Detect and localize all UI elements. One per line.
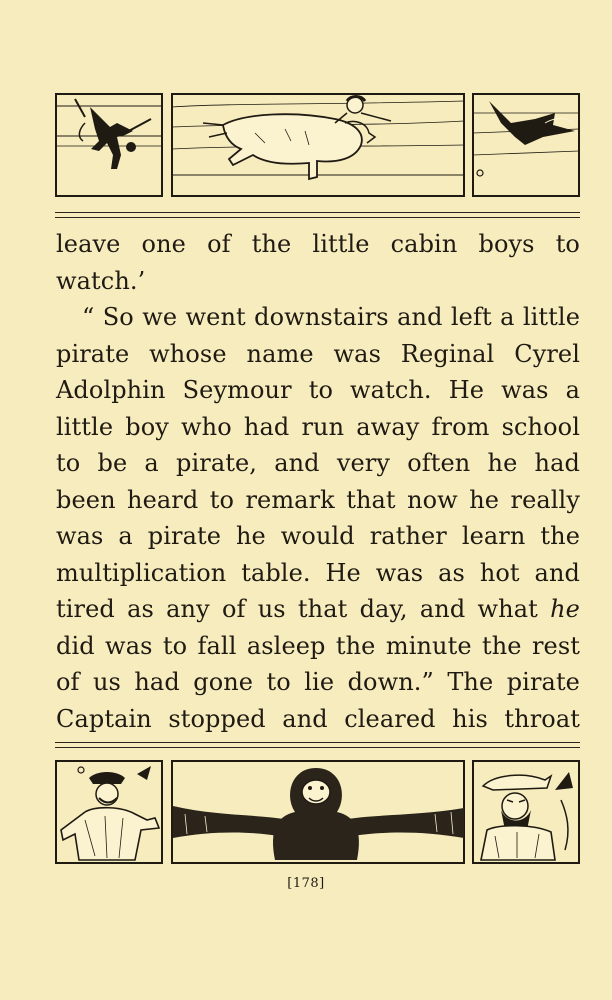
text-line-8: been heard to remark that now he really	[56, 485, 580, 514]
illustration-pirate-right	[473, 761, 579, 863]
illustration-monkey	[172, 761, 464, 863]
emphasis-he: he	[550, 595, 580, 623]
text-line-13: of us had gone to lie down.” The pirate	[56, 668, 580, 696]
text-line-1: leave one of the little cabin boys to	[56, 230, 580, 258]
text-line-14: Captain stopped and cleared his throat	[56, 704, 580, 733]
illustration-pirate-left	[56, 761, 162, 863]
top-illustration-band	[55, 93, 580, 197]
illustration-bird	[473, 94, 579, 196]
bottom-illustration-band	[55, 760, 580, 864]
text-line-2: watch.’	[56, 266, 146, 295]
page-number: [178]	[287, 876, 325, 891]
text-line-9: was a pirate he would rather learn the	[56, 522, 580, 550]
text-line-11	[56, 591, 580, 628]
text-line-6: little boy who had run away from school	[56, 412, 580, 441]
text-line-7: to be a pirate, and very often he had	[56, 449, 580, 477]
illustration-girl-on-dog	[172, 94, 464, 196]
text-line-4: pirate whose name was Reginal Cyrel	[56, 339, 580, 368]
text-line-3: “ So we went downstairs and left a little	[82, 303, 580, 331]
text-line-5: Adolphin Seymour to watch. He was a	[56, 376, 580, 404]
top-double-rule	[55, 212, 580, 213]
body-text	[56, 226, 580, 737]
illustration-falling-figure	[56, 94, 162, 196]
text-line-12: did was to fall asleep the minute the rest	[56, 631, 580, 660]
text-line-11-main: tired as any of us that day, and what	[56, 595, 538, 623]
text-line-10: multiplication table. He was as hot and	[56, 558, 580, 587]
bottom-double-rule	[55, 742, 580, 743]
